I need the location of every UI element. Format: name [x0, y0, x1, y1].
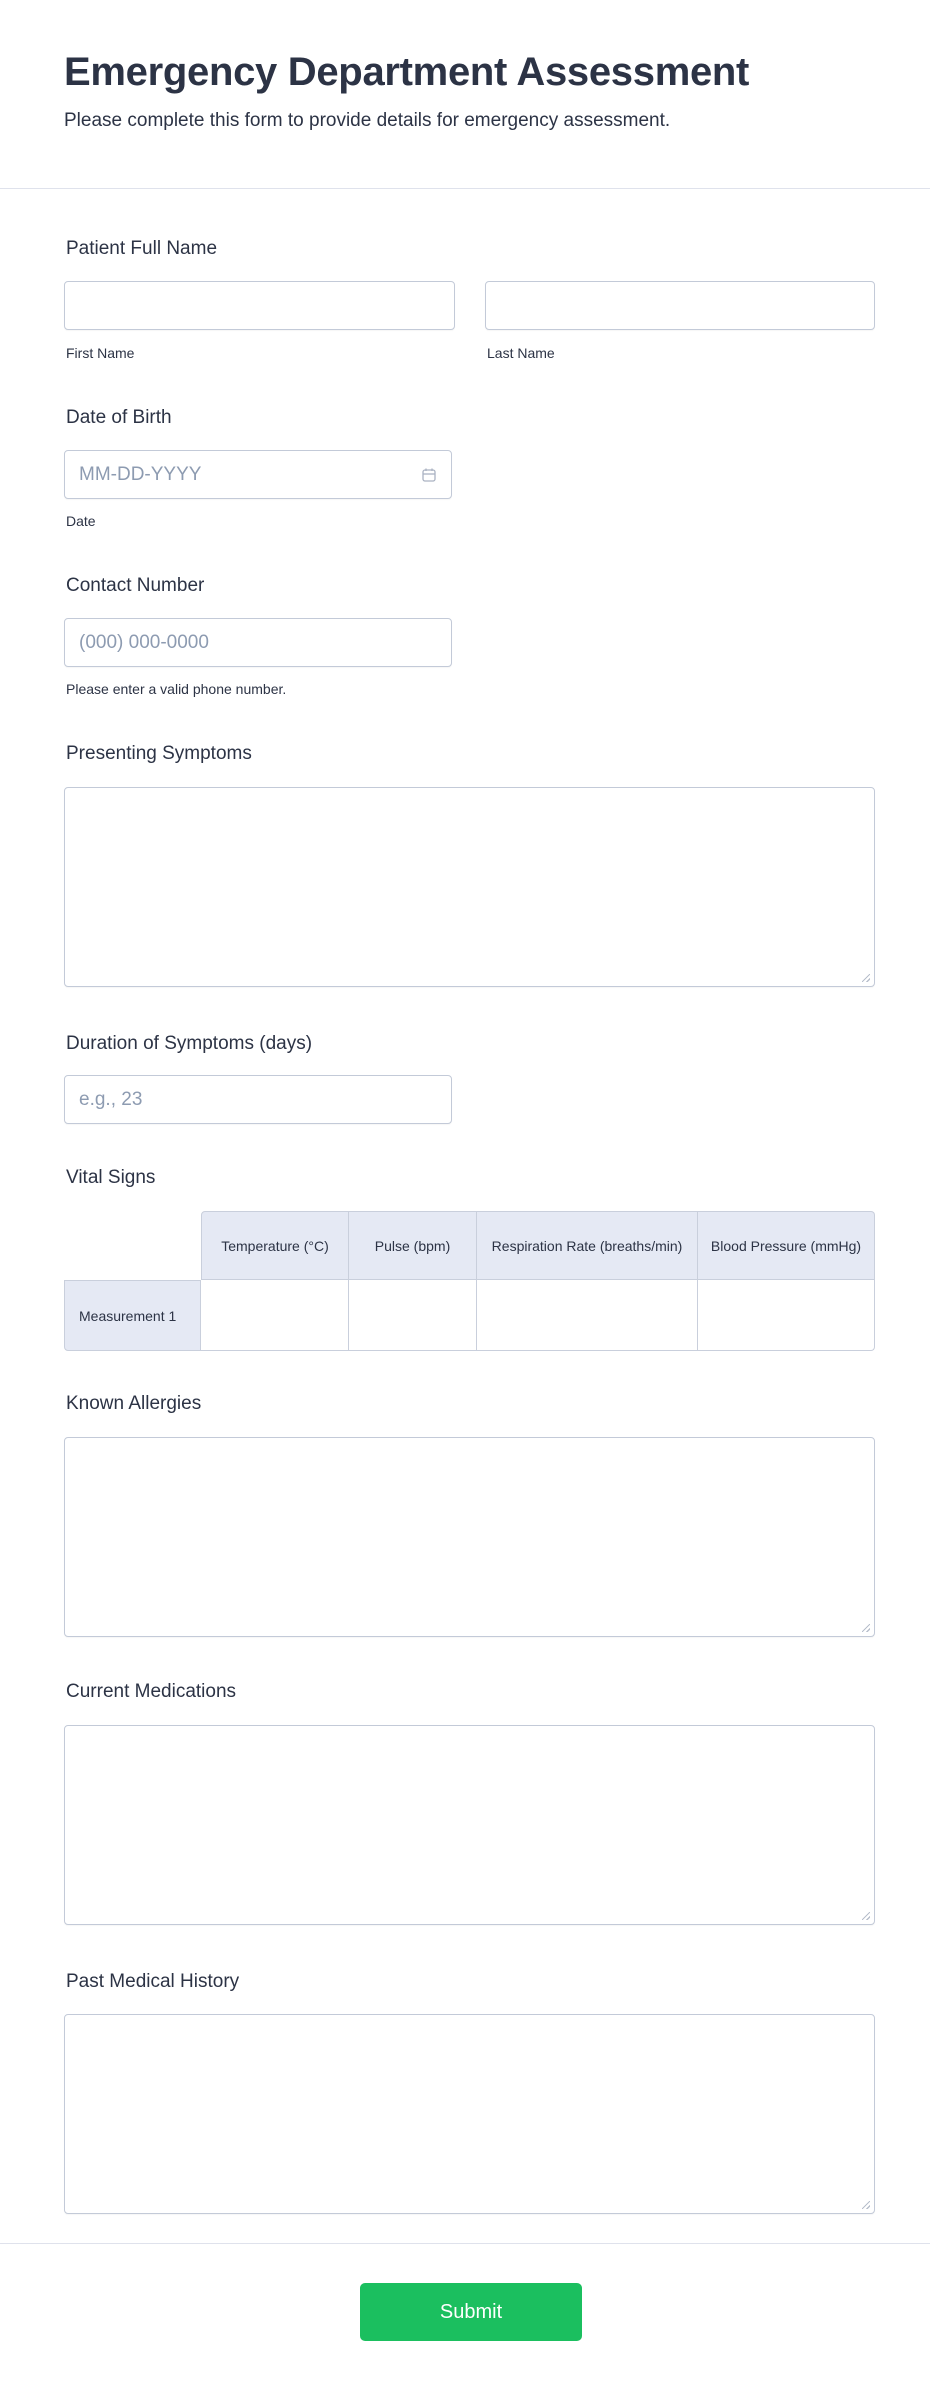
- table-row: [64, 1280, 875, 1351]
- symptoms-textarea[interactable]: [64, 787, 875, 987]
- page-subtitle: Please complete this form to provide details for emergency assessment.: [64, 110, 671, 131]
- submit-button[interactable]: Submit: [360, 2283, 582, 2341]
- table-header-row: [64, 1211, 875, 1280]
- pulse-cell-input[interactable]: [349, 1280, 477, 1351]
- dob-label: Date of Birth: [66, 407, 172, 428]
- allergies-label: Known Allergies: [66, 1393, 202, 1414]
- medications-label: Current Medications: [66, 1681, 237, 1702]
- respiration-cell-input[interactable]: [477, 1280, 698, 1351]
- first-name-sublabel: First Name: [66, 345, 135, 361]
- contact-placeholder: (000) 000-0000: [79, 631, 209, 653]
- dob-placeholder: MM-DD-YYYY: [79, 463, 202, 485]
- blood-pressure-cell-input[interactable]: [698, 1280, 875, 1351]
- allergies-textarea[interactable]: [64, 1437, 875, 1637]
- vitals-label: Vital Signs: [66, 1167, 156, 1188]
- table-corner: [64, 1211, 201, 1280]
- page-title: Emergency Department Assessment: [64, 50, 750, 94]
- contact-input[interactable]: [64, 618, 452, 667]
- history-textarea[interactable]: [64, 2014, 875, 2214]
- last-name-input[interactable]: [485, 281, 875, 330]
- column-header: Pulse (bpm): [349, 1211, 477, 1280]
- medications-textarea[interactable]: [64, 1725, 875, 1925]
- first-name-input[interactable]: [64, 281, 455, 330]
- column-header: Blood Pressure (mmHg): [698, 1211, 875, 1280]
- column-header: Temperature (°C): [201, 1211, 349, 1280]
- duration-label: Duration of Symptoms (days): [66, 1033, 313, 1054]
- footer-divider: [0, 2243, 930, 2244]
- temperature-cell-input[interactable]: [201, 1280, 349, 1351]
- resize-handle-icon[interactable]: [862, 1624, 870, 1632]
- duration-input[interactable]: [64, 1075, 452, 1124]
- vital-signs-table: [64, 1211, 875, 1351]
- column-header: Respiration Rate (breaths/min): [477, 1211, 698, 1280]
- resize-handle-icon[interactable]: [862, 1912, 870, 1920]
- contact-label: Contact Number: [66, 575, 205, 596]
- last-name-sublabel: Last Name: [487, 345, 555, 361]
- full-name-label: Patient Full Name: [66, 238, 218, 259]
- dob-sublabel: Date: [66, 513, 96, 529]
- contact-sublabel: Please enter a valid phone number.: [66, 681, 287, 697]
- symptoms-label: Presenting Symptoms: [66, 743, 252, 764]
- row-header: Measurement 1: [64, 1280, 201, 1351]
- calendar-icon[interactable]: [421, 467, 437, 483]
- header-divider: [0, 188, 930, 189]
- dob-input[interactable]: [64, 450, 452, 499]
- resize-handle-icon[interactable]: [862, 2201, 870, 2209]
- history-label: Past Medical History: [66, 1971, 240, 1992]
- resize-handle-icon[interactable]: [862, 974, 870, 982]
- duration-placeholder: e.g., 23: [79, 1088, 143, 1110]
